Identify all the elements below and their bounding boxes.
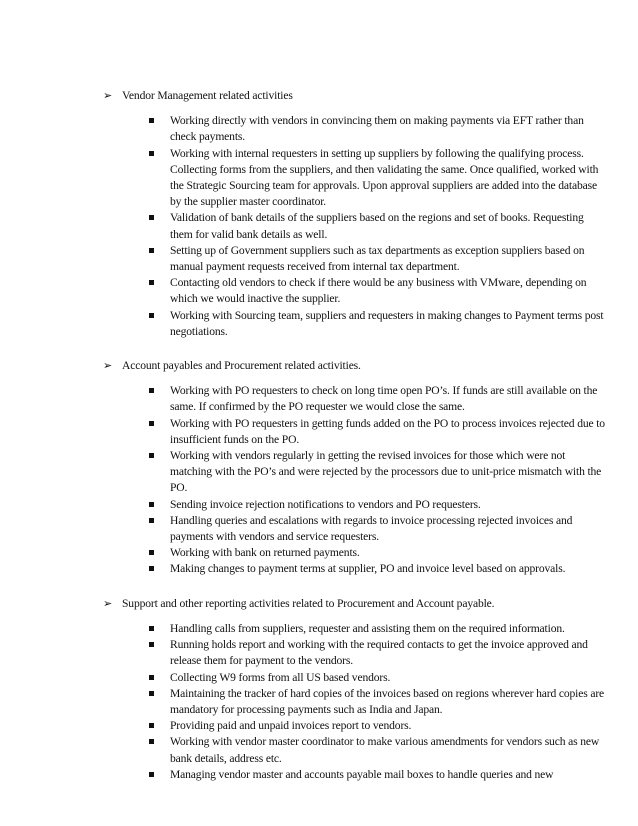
list-item: Working with internal requesters in setting up suppliers by following the qualifying process. Collecting forms from the suppliers, and then validating the same. Once qualified, worked with the Strategic Sourcing team for approvals. Upon approval suppliers are added into the database by the supplier master coordinator.	[170, 146, 608, 211]
square-bullet-icon	[149, 691, 154, 696]
section-account-payables	[103, 358, 608, 578]
square-bullet-icon	[149, 739, 154, 744]
list-item: Setting up of Government suppliers such as tax departments as exception suppliers based on manual payment requests received from internal tax department.	[170, 243, 608, 275]
list-item: Providing paid and unpaid invoices report to vendors.	[170, 718, 608, 734]
square-bullet-icon	[149, 421, 154, 426]
list-item: Handling calls from suppliers, requester and assisting them on the required information.	[170, 621, 608, 637]
list-item: Handling queries and escalations with regards to invoice processing rejected invoices and payments with vendors and service requesters.	[170, 513, 608, 545]
list-item: Validation of bank details of the suppliers based on the regions and set of books. Requesting them for valid bank details as well.	[170, 210, 608, 242]
section-heading-text: Support and other reporting activities related to Procurement and Account payable.	[122, 596, 495, 610]
section-vendor-management	[103, 88, 608, 340]
list-item: Working with Sourcing team, suppliers and requesters in making changes to Payment terms post negotiations.	[170, 308, 608, 340]
square-bullet-icon	[149, 453, 154, 458]
section-heading-text: Account payables and Procurement related activities.	[122, 359, 361, 373]
list-item: Working directly with vendors in convincing them on making payments via EFT rather than check payments.	[170, 113, 608, 145]
list-item: Working with vendors regularly in getting the revised invoices for those which were not matching with the PO’s and were rejected by the processors due to unit-price mismatch with the PO.	[170, 448, 608, 497]
arrow-bullet-icon: ➢	[103, 359, 113, 373]
section-heading-text: Vendor Management related activities	[122, 89, 293, 102]
list-item: Working with vendor master coordinator to make various amendments for vendors such as new bank details, address etc.	[170, 734, 608, 766]
square-bullet-icon	[149, 626, 154, 631]
square-bullet-icon	[149, 248, 154, 253]
square-bullet-icon	[149, 772, 154, 777]
section-heading	[103, 88, 608, 104]
square-bullet-icon	[149, 518, 154, 523]
list-item: Maintaining the tracker of hard copies of the invoices based on regions wherever hard copies are mandatory for processing payments such as India and Japan.	[170, 686, 608, 718]
square-bullet-icon	[149, 566, 154, 571]
square-bullet-icon	[149, 550, 154, 555]
square-bullet-icon	[149, 313, 154, 318]
bullet-list	[103, 113, 608, 340]
square-bullet-icon	[149, 280, 154, 285]
list-item: Making changes to payment terms at supplier, PO and invoice level based on approvals.	[170, 561, 608, 577]
bullet-list	[103, 621, 608, 783]
section-heading	[103, 358, 608, 374]
square-bullet-icon	[149, 215, 154, 220]
square-bullet-icon	[149, 388, 154, 393]
square-bullet-icon	[149, 723, 154, 728]
square-bullet-icon	[149, 151, 154, 156]
list-item: Managing vendor master and accounts payable mail boxes to handle queries and new	[170, 767, 608, 783]
list-item: Collecting W9 forms from all US based vendors.	[170, 670, 608, 686]
list-item: Contacting old vendors to check if there would be any business with VMware, depending on which we would inactive the supplier.	[170, 275, 608, 307]
arrow-bullet-icon: ➢	[103, 596, 113, 610]
arrow-bullet-icon: ➢	[103, 89, 113, 102]
list-item: Working with PO requesters to check on long time open PO’s. If funds are still available on the same. If confirmed by the PO requester we would close the same.	[170, 383, 608, 415]
section-heading	[103, 596, 608, 612]
square-bullet-icon	[149, 642, 154, 647]
square-bullet-icon	[149, 675, 154, 680]
square-bullet-icon	[149, 118, 154, 123]
list-item: Working with PO requesters in getting funds added on the PO to process invoices rejected due to insufficient funds on the PO.	[170, 416, 608, 448]
square-bullet-icon	[149, 502, 154, 507]
section-support-reporting	[103, 596, 608, 783]
list-item: Running holds report and working with the required contacts to get the invoice approved and release them for payment to the vendors.	[170, 637, 608, 669]
list-item: Working with bank on returned payments.	[170, 545, 608, 561]
bullet-list	[103, 383, 608, 577]
list-item: Sending invoice rejection notifications to vendors and PO requesters.	[170, 497, 608, 513]
